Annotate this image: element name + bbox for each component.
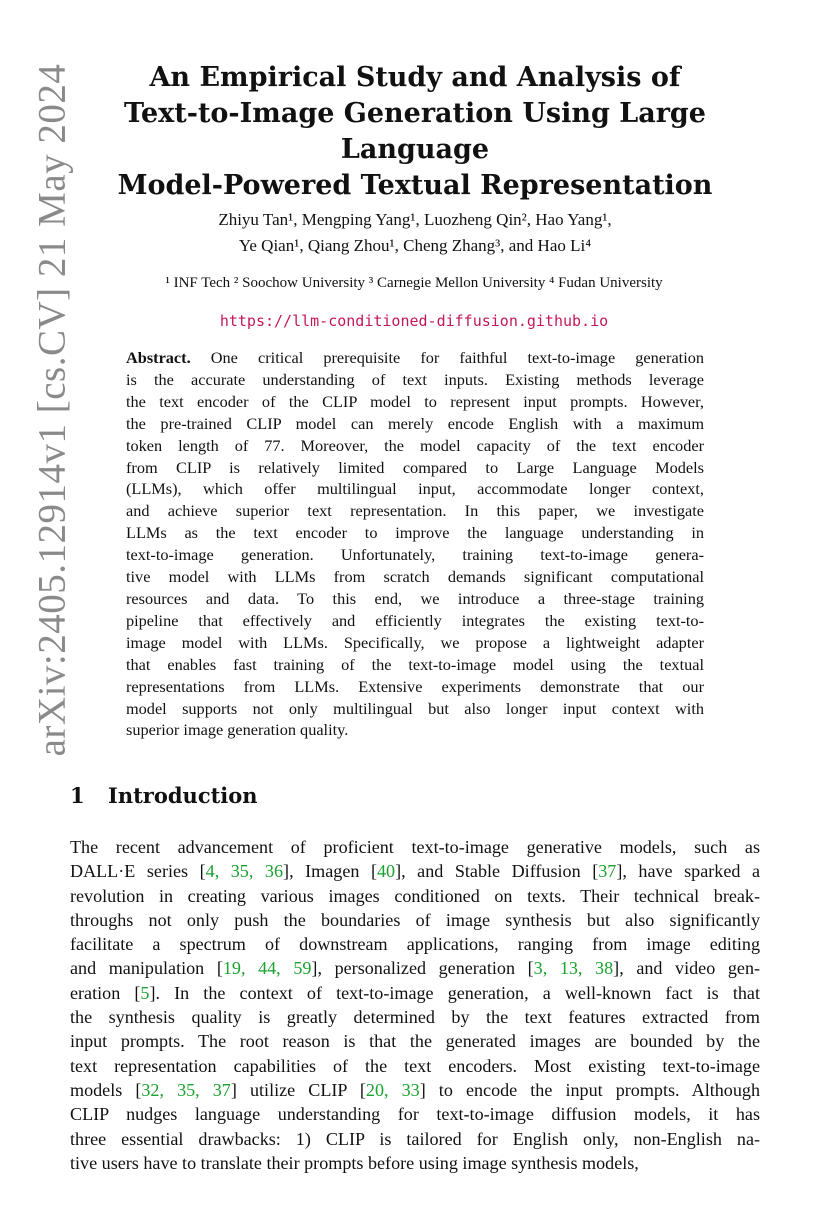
intro-line: tive users have to translate their prompts before using image synthesis models, <box>70 1152 639 1173</box>
intro-line: text representation capabilities of the text encoders. Most existing text-to-image <box>70 1055 760 1076</box>
intro-line: input prompts. The root reason is that the generated images are bounded by the <box>70 1031 760 1052</box>
abstract-line: is the accurate understanding of text inputs. Existing methods leverage <box>126 369 704 389</box>
intro-line: facilitate a spectrum of downstream applications, ranging from image editing <box>70 934 760 955</box>
section-number: 1 <box>70 783 85 808</box>
intro-line: CLIP nudges language understanding for text-to-image diffusion models, it has <box>70 1104 760 1125</box>
citation-link[interactable]: 37 <box>598 861 617 882</box>
citation-link[interactable]: 5 <box>140 982 150 1003</box>
abstract-line: from CLIP is relatively limited compared to Large Language Models <box>126 457 704 477</box>
abstract-line: resources and data. To this end, we introduce a three-stage training <box>126 588 704 608</box>
authors-line: Ye Qian¹, Qiang Zhou¹, Cheng Zhang³, and Hao Li⁴ <box>238 236 592 255</box>
arxiv-identifier: arXiv:2405.12914v1 [cs.CV] 21 May 2024 <box>30 63 74 757</box>
author-list <box>100 207 730 259</box>
abstract-line: LLMs as the text encoder to improve the language understanding in <box>126 523 704 543</box>
abstract-line: image model with LLMs. Specifically, we propose a lightweight adapter <box>126 632 704 652</box>
citation-link[interactable]: 32, 35, 37 <box>141 1079 231 1100</box>
affiliations: ¹ INF Tech ² Soochow University ³ Carnegie Mellon University ⁴ Fudan University <box>165 275 663 291</box>
abstract-line: representations from LLMs. Extensive experiments demonstrate that our <box>126 676 704 696</box>
citation-link[interactable]: 20, 33 <box>365 1079 420 1100</box>
citation-link[interactable]: 3, 13, 38 <box>533 958 614 979</box>
section-title: Introduction <box>108 783 258 808</box>
intro-line: The recent advancement of proficient text-to-image generative models, such as <box>70 837 760 857</box>
abstract-label: Abstract. <box>126 348 191 367</box>
project-url-link[interactable]: https://llm-conditioned-diffusion.github.io <box>219 312 609 330</box>
abstract-line: and achieve superior text representation. In this paper, we investigate <box>126 501 704 521</box>
arxiv-sidebar <box>8 0 78 1231</box>
intro-line: eration [5]. In the context of text-to-image generation, a well-known fact is that <box>70 982 760 1003</box>
authors-line: Zhiyu Tan¹, Mengping Yang¹, Luozheng Qin², Hao Yang¹, <box>218 210 612 229</box>
section-heading <box>70 783 258 808</box>
abstract-line: the pre-trained CLIP model can merely encode English with a maximum <box>126 413 704 433</box>
citation-link[interactable]: 19, 44, 59 <box>222 958 312 979</box>
abstract-line: token length of 77. Moreover, the model capacity of the text encoder <box>126 435 704 455</box>
title-line: Model-Powered Textual Representation <box>117 170 713 201</box>
intro-line: DALL·E series [4, 35, 36], Imagen [40], and Stable Diffusion [37], have sparked a <box>70 861 760 882</box>
intro-line: revolution in creating various images conditioned on texts. Their technical break- <box>70 885 760 906</box>
intro-line: throughs not only push the boundaries of image synthesis but also significantly <box>70 909 760 930</box>
abstract-line: Abstract. One critical prerequisite for faithful text-to-image generation <box>126 348 704 367</box>
abstract-line: text-to-image generation. Unfortunately, training text-to-image genera- <box>126 545 704 565</box>
abstract-line: pipeline that effectively and efficiently integrates the existing text-to- <box>126 610 704 630</box>
intro-line: three essential drawbacks: 1) CLIP is tailored for English only, non-English na- <box>70 1128 760 1149</box>
abstract-line: model supports not only multilingual but also longer input context with <box>126 698 704 718</box>
intro-line: the synthesis quality is greatly determined by the text features extracted from <box>70 1007 760 1028</box>
title-line: An Empirical Study and Analysis of <box>149 62 681 93</box>
citation-link[interactable]: 40 <box>376 861 396 882</box>
abstract-line: that enables fast training of the text-to-image model using the textual <box>126 654 704 674</box>
title-line: Text-to-Image Generation Using Large Language <box>124 98 706 165</box>
introduction-body <box>70 835 760 1175</box>
abstract <box>126 347 704 741</box>
abstract-line: the text encoder of the CLIP model to represent input prompts. However, <box>126 391 704 411</box>
citation-link[interactable]: 4, 35, 36 <box>205 861 284 882</box>
abstract-line: superior image generation quality. <box>126 720 349 740</box>
abstract-line: (LLMs), which offer multilingual input, accommodate longer context, <box>126 479 704 499</box>
paper-title <box>70 60 760 204</box>
intro-line: models [32, 35, 37] utilize CLIP [20, 33] to encode the input prompts. Although <box>70 1079 760 1100</box>
intro-line: and manipulation [19, 44, 59], personalized generation [3, 13, 38], and video gen- <box>70 958 761 979</box>
abstract-line: tive model with LLMs from scratch demands significant computational <box>126 567 704 587</box>
